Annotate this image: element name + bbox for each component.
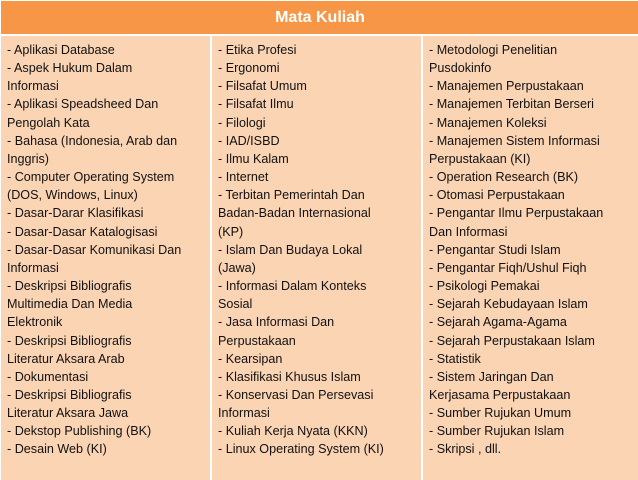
course-line: - Internet: [218, 170, 269, 185]
course-line: (KP): [218, 224, 244, 239]
course-line: - Filsafat Umum: [218, 79, 307, 94]
course-line: Literatur Aksara Jawa: [7, 406, 129, 421]
course-line: Dan Informasi: [429, 224, 508, 239]
course-line: - Klasifikasi Khusus Islam: [218, 369, 361, 384]
course-line: - Manajemen Sistem Informasi: [429, 133, 600, 148]
course-line: Elektronik: [7, 315, 63, 330]
course-line: - Jasa Informasi Dan: [218, 315, 335, 330]
course-line: - Filologi: [218, 115, 266, 130]
course-line: Perpustakaan: [218, 333, 296, 348]
course-line: Kerjasama Perpustakaan: [429, 387, 571, 402]
table-header-title: Mata Kuliah: [275, 8, 365, 26]
course-line: Informasi: [218, 406, 270, 421]
course-line: - Dasar-Dasar Komunikasi Dan: [7, 242, 182, 257]
course-line: (DOS, Windows, Linux): [7, 188, 138, 203]
table-header: [1, 1, 638, 36]
course-line: - Psikologi Pemakai: [429, 279, 540, 294]
course-line: Perpustakaan (KI): [429, 151, 531, 166]
course-line: - Sumber Rujukan Islam: [429, 424, 565, 439]
course-line: (Jawa): [218, 260, 256, 275]
course-line: - Manajemen Terbitan Berseri: [429, 97, 594, 112]
course-line: - Desain Web (KI): [7, 442, 107, 457]
course-line: - Sumber Rujukan Umum: [429, 406, 572, 421]
course-line: - Pengantar Fiqh/Ushul Fiqh: [429, 260, 587, 275]
course-line: - Etika Profesi: [218, 43, 297, 57]
course-line: - Sistem Jaringan Dan: [429, 369, 554, 384]
course-line: - Ilmu Kalam: [218, 151, 289, 166]
course-line: - Aplikasi Database: [7, 43, 115, 57]
course-line: - Pengantar Studi Islam: [429, 242, 561, 257]
course-line: - Bahasa (Indonesia, Arab dan: [7, 133, 178, 148]
course-line: - Skripsi , dll.: [429, 442, 502, 457]
course-line: - Aplikasi Speadsheed Dan: [7, 97, 159, 112]
course-line: Inggris): [7, 151, 49, 166]
course-column-2: [212, 36, 423, 480]
course-line: - Sejarah Agama-Agama: [429, 315, 567, 330]
course-line: - Computer Operating System: [7, 170, 175, 185]
course-line: Pusdokinfo: [429, 61, 492, 76]
course-line: - Konservasi Dan Persevasi: [218, 387, 374, 402]
course-line: - Dekstop Publishing (BK): [7, 424, 152, 439]
course-line: - Sejarah Kebudayaan Islam: [429, 297, 588, 312]
course-line: Literatur Aksara Arab: [7, 351, 125, 366]
course-line: - Deskripsi Bibliografis: [7, 279, 132, 294]
course-line: - Terbitan Pemerintah Dan: [218, 188, 365, 203]
course-line: - Pengantar Ilmu Perpustakaan: [429, 206, 604, 221]
course-line: - Deskripsi Bibliografis: [7, 333, 132, 348]
course-line: - Dokumentasi: [7, 369, 89, 384]
course-line: - Dasar-Darar Klasifikasi: [7, 206, 144, 221]
table-body-row: [1, 36, 638, 480]
course-line: - Kearsipan: [218, 351, 283, 366]
course-line: Informasi: [7, 260, 59, 275]
course-line: Badan-Badan Internasional: [218, 206, 371, 221]
course-line: - Statistik: [429, 351, 481, 366]
course-line: - Deskripsi Bibliografis: [7, 387, 132, 402]
course-line: - Kuliah Kerja Nyata (KKN): [218, 424, 368, 439]
course-line: Sosial: [218, 297, 253, 312]
course-line: - Otomasi Perpustakaan: [429, 188, 565, 203]
course-line: - Metodologi Penelitian: [429, 43, 558, 57]
course-line: Multimedia Dan Media: [7, 297, 133, 312]
course-line: - Ergonomi: [218, 61, 280, 76]
course-column-1: [1, 36, 212, 480]
course-line: - Informasi Dalam Konteks: [218, 279, 367, 294]
course-line: - Sejarah Perpustakaan Islam: [429, 333, 595, 348]
course-line: - Filsafat Ilmu: [218, 97, 294, 112]
course-line: Pengolah Kata: [7, 115, 90, 130]
course-line: - Linux Operating System (KI): [218, 442, 384, 457]
course-line: - Islam Dan Budaya Lokal: [218, 242, 363, 257]
course-column-3: [423, 36, 638, 480]
course-line: - Dasar-Dasar Katalogisasi: [7, 224, 158, 239]
course-line: - Aspek Hukum Dalam: [7, 61, 133, 76]
course-line: - IAD/ISBD: [218, 133, 280, 148]
course-line: - Operation Research (BK): [429, 170, 579, 185]
course-line: - Manajemen Perpustakaan: [429, 79, 584, 94]
course-line: - Manajemen Koleksi: [429, 115, 547, 130]
course-line: Informasi: [7, 79, 59, 94]
